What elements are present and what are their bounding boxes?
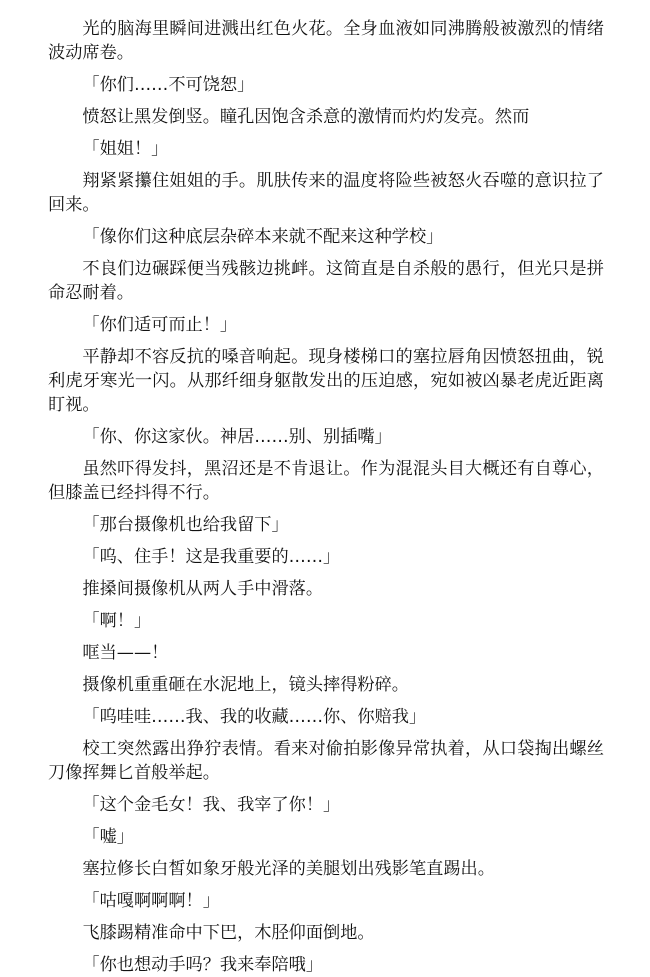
paragraph: 「啊！」 bbox=[82, 611, 152, 631]
paragraph: 塞拉修长白皙如象牙般光泽的美腿划出残影笔直踢出。 bbox=[82, 859, 495, 879]
paragraph: 校工突然露出狰狞表情。看来对偷拍影像异常执着，从口袋掏出螺丝刀像挥舞匕首般举起。 bbox=[48, 739, 604, 783]
paragraph: 飞膝踢精准命中下巴，木胫仰面倒地。 bbox=[82, 923, 375, 943]
paragraph: 「呜、住手！这是我重要的……」 bbox=[82, 547, 341, 567]
paragraph: 「你、你这家伙。神居……别、别插嘴」 bbox=[82, 427, 392, 447]
paragraph: 不良们边碾踩便当残骸边挑衅。这简直是自杀般的愚行，但光只是拼命忍耐着。 bbox=[48, 259, 604, 303]
paragraph: 光的脑海里瞬间进溅出红色火花。全身血液如同沸腾般被激烈的情绪波动席卷。 bbox=[48, 19, 604, 63]
paragraph: 「你也想动手吗？我来奉陪哦」 bbox=[82, 955, 324, 975]
paragraph: 「像你们这种底层杂碎本来就不配来这种学校」 bbox=[82, 227, 444, 247]
paragraph: 虽然吓得发抖，黑沼还是不肯退让。作为混混头目大概还有自尊心，但膝盖已经抖得不行。 bbox=[48, 459, 604, 503]
paragraph: 「嘘」 bbox=[82, 827, 134, 847]
paragraph: 「你们……不可饶恕」 bbox=[82, 75, 255, 95]
paragraph: 「呜哇哇……我、我的收藏……你、你赔我」 bbox=[82, 707, 427, 727]
paragraph: 「姐姐！」 bbox=[82, 139, 169, 159]
paragraph: 「你们适可而止！」 bbox=[82, 315, 238, 335]
paragraph: 「那台摄像机也给我留下」 bbox=[82, 515, 289, 535]
paragraph: 摄像机重重砸在水泥地上，镜头摔得粉碎。 bbox=[82, 675, 409, 695]
paragraph: 翔紧紧攥住姐姐的手。肌肤传来的温度将险些被怒火吞噬的意识拉了回来。 bbox=[48, 171, 604, 215]
paragraph: 「咕嘎啊啊啊！」 bbox=[82, 891, 220, 911]
paragraph: 平静却不容反抗的嗓音响起。现身楼梯口的塞拉唇角因愤怒扭曲，锐利虎牙寒光一闪。从那纤细身躯散发出的压迫感，宛如被凶暴老虎近距离盯视。 bbox=[48, 347, 604, 415]
paragraph: 哐当——！ bbox=[82, 643, 169, 663]
paragraph: 推搡间摄像机从两人手中滑落。 bbox=[82, 579, 324, 599]
paragraph: 「这个金毛女！我、我宰了你！」 bbox=[82, 795, 341, 815]
paragraph: 愤怒让黑发倒竖。瞳孔因饱含杀意的激情而灼灼发亮。然而 bbox=[82, 107, 530, 127]
